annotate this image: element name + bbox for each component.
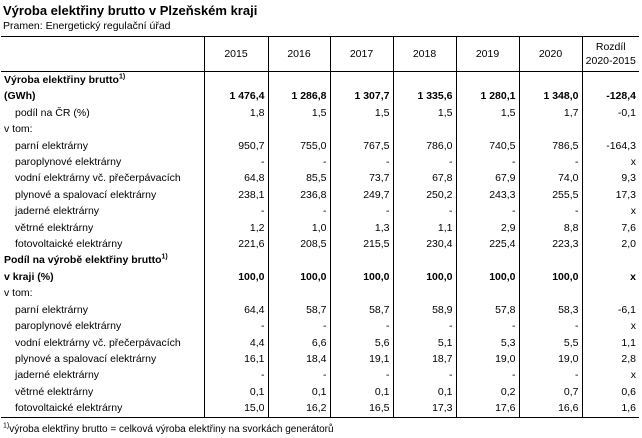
table-row bbox=[1, 203, 639, 219]
value-cell: 58,7 bbox=[330, 302, 393, 318]
value-cell bbox=[268, 121, 330, 137]
value-cell: 8,8 bbox=[519, 220, 582, 236]
difference-cell: -0,1 bbox=[582, 105, 639, 121]
row-label bbox=[1, 318, 204, 334]
difference-cell bbox=[582, 285, 639, 301]
difference-cell: x bbox=[582, 154, 639, 170]
value-cell: - bbox=[268, 154, 330, 170]
value-cell: 1,8 bbox=[204, 105, 268, 121]
value-cell: 58,7 bbox=[268, 302, 330, 318]
value-cell: - bbox=[519, 367, 582, 383]
row-label bbox=[1, 384, 204, 400]
value-cell: 230,4 bbox=[393, 236, 456, 252]
header-difference bbox=[582, 37, 639, 72]
value-cell: 16,2 bbox=[268, 400, 330, 417]
value-cell bbox=[393, 285, 456, 301]
value-cell: 1,0 bbox=[268, 220, 330, 236]
table-title: Výroba elektřiny brutto v Plzeňském kraji bbox=[3, 3, 258, 18]
row-label-text: v kraji (%) bbox=[4, 270, 54, 283]
value-cell: - bbox=[204, 318, 268, 334]
row-label-text: vodní elektrárny vč. přečerpávacích bbox=[15, 172, 181, 185]
value-cell: 100,0 bbox=[268, 269, 330, 285]
value-cell: - bbox=[456, 203, 519, 219]
difference-cell: 2,0 bbox=[582, 236, 639, 252]
value-cell: 19,0 bbox=[519, 351, 582, 367]
value-cell: 58,3 bbox=[519, 302, 582, 318]
value-cell bbox=[393, 252, 456, 268]
value-cell: 1 348,0 bbox=[519, 88, 582, 104]
value-cell: 4,4 bbox=[204, 335, 268, 351]
row-label-text: větrné elektrárny bbox=[15, 385, 94, 398]
value-cell: 17,6 bbox=[456, 400, 519, 417]
row-label bbox=[1, 285, 204, 301]
difference-cell: 1,1 bbox=[582, 335, 639, 351]
row-label-text: parní elektrárny bbox=[15, 303, 88, 316]
value-cell bbox=[330, 121, 393, 137]
value-cell bbox=[204, 285, 268, 301]
difference-cell: x bbox=[582, 269, 639, 285]
value-cell: 19,0 bbox=[456, 351, 519, 367]
value-cell: 18,7 bbox=[393, 351, 456, 367]
value-cell: - bbox=[330, 203, 393, 219]
row-label-text: podíl na ČR (%) bbox=[15, 106, 90, 119]
row-label-text: Výroba elektřiny brutto bbox=[4, 74, 119, 86]
value-cell: 100,0 bbox=[519, 269, 582, 285]
value-cell: - bbox=[268, 367, 330, 383]
value-cell: - bbox=[204, 367, 268, 383]
row-label-text: parní elektrárny bbox=[15, 139, 88, 152]
row-label bbox=[1, 335, 204, 351]
table-row bbox=[1, 252, 639, 268]
header-year: 2019 bbox=[456, 37, 519, 72]
value-cell: 19,1 bbox=[330, 351, 393, 367]
value-cell: 100,0 bbox=[393, 269, 456, 285]
row-label bbox=[1, 269, 204, 285]
value-cell: - bbox=[519, 154, 582, 170]
value-cell: 221,6 bbox=[204, 236, 268, 252]
row-label-text: fotovoltaické elektrárny bbox=[15, 238, 123, 251]
table-row bbox=[1, 121, 639, 137]
value-cell: 0,7 bbox=[519, 384, 582, 400]
row-label-text: jaderné elektrárny bbox=[15, 205, 100, 218]
value-cell bbox=[519, 252, 582, 268]
value-cell: 1,3 bbox=[330, 220, 393, 236]
value-cell: - bbox=[330, 367, 393, 383]
difference-cell: 7,6 bbox=[582, 220, 639, 236]
value-cell bbox=[519, 121, 582, 137]
table-body bbox=[1, 72, 639, 418]
value-cell bbox=[456, 252, 519, 268]
value-cell bbox=[393, 121, 456, 137]
row-label-text: plynové a spalovací elektrárny bbox=[15, 352, 157, 365]
value-cell: 208,5 bbox=[268, 236, 330, 252]
footnote-marker: 1) bbox=[3, 422, 10, 430]
value-cell: 0,1 bbox=[330, 384, 393, 400]
value-cell: 0,2 bbox=[456, 384, 519, 400]
value-cell bbox=[456, 285, 519, 301]
table-row bbox=[1, 105, 639, 121]
row-label-text: paroplynové elektrárny bbox=[15, 156, 122, 169]
difference-cell: 17,3 bbox=[582, 187, 639, 203]
value-cell: 5,6 bbox=[330, 335, 393, 351]
value-cell: 755,0 bbox=[268, 138, 330, 154]
value-cell: 1 307,7 bbox=[330, 88, 393, 104]
value-cell: 1 280,1 bbox=[456, 88, 519, 104]
value-cell: 740,5 bbox=[456, 138, 519, 154]
value-cell: 1,5 bbox=[268, 105, 330, 121]
row-label bbox=[1, 351, 204, 367]
header-year: 2015 bbox=[204, 37, 268, 72]
value-cell: 67,8 bbox=[393, 170, 456, 186]
header-year: 2018 bbox=[393, 37, 456, 72]
row-label bbox=[1, 105, 204, 121]
value-cell: 17,3 bbox=[393, 400, 456, 417]
difference-cell: 0,6 bbox=[582, 384, 639, 400]
row-label bbox=[1, 367, 204, 383]
row-label bbox=[1, 187, 204, 203]
table-row bbox=[1, 187, 639, 203]
table-row bbox=[1, 138, 639, 154]
value-cell: - bbox=[519, 318, 582, 334]
value-cell: - bbox=[393, 367, 456, 383]
value-cell: 64,4 bbox=[204, 302, 268, 318]
difference-cell: -128,4 bbox=[582, 88, 639, 104]
header-row bbox=[1, 37, 639, 72]
value-cell bbox=[456, 121, 519, 137]
value-cell: - bbox=[330, 318, 393, 334]
difference-cell: x bbox=[582, 318, 639, 334]
table-row bbox=[1, 220, 639, 236]
value-cell: - bbox=[456, 318, 519, 334]
value-cell: 243,3 bbox=[456, 187, 519, 203]
value-cell: 0,1 bbox=[268, 384, 330, 400]
row-label-text: v tom: bbox=[4, 287, 33, 300]
row-label-text: v tom: bbox=[4, 123, 33, 136]
table-row bbox=[1, 335, 639, 351]
value-cell: 67,9 bbox=[456, 170, 519, 186]
value-cell: 1 286,8 bbox=[268, 88, 330, 104]
header-year: 2017 bbox=[330, 37, 393, 72]
row-label-text: větrné elektrárny bbox=[15, 221, 94, 234]
footnote-text: výroba elektřiny brutto = celková výroba elektřiny na svorkách generátorů bbox=[9, 424, 334, 435]
value-cell bbox=[330, 285, 393, 301]
row-label-text: (GWh) bbox=[4, 90, 36, 103]
row-label-text: plynové a spalovací elektrárny bbox=[15, 188, 157, 201]
difference-cell bbox=[582, 121, 639, 137]
value-cell bbox=[268, 72, 330, 89]
row-label bbox=[1, 138, 204, 154]
value-cell: 786,5 bbox=[519, 138, 582, 154]
value-cell: 1,7 bbox=[519, 105, 582, 121]
value-cell: 236,8 bbox=[268, 187, 330, 203]
header-year: 2016 bbox=[268, 37, 330, 72]
difference-cell: x bbox=[582, 367, 639, 383]
value-cell bbox=[519, 285, 582, 301]
value-cell: - bbox=[330, 154, 393, 170]
table-row bbox=[1, 269, 639, 285]
table-row bbox=[1, 285, 639, 301]
footnote bbox=[3, 424, 334, 435]
table-row bbox=[1, 367, 639, 383]
value-cell bbox=[204, 121, 268, 137]
row-label-text: jaderné elektrárny bbox=[15, 369, 100, 382]
data-table bbox=[1, 36, 639, 418]
value-cell: - bbox=[393, 154, 456, 170]
value-cell: 767,5 bbox=[330, 138, 393, 154]
difference-cell: 2,8 bbox=[582, 351, 639, 367]
table-row bbox=[1, 384, 639, 400]
value-cell: - bbox=[456, 367, 519, 383]
value-cell bbox=[268, 252, 330, 268]
value-cell: 223,3 bbox=[519, 236, 582, 252]
row-label-text: vodní elektrárny vč. přečerpávacích bbox=[15, 336, 181, 349]
value-cell bbox=[330, 252, 393, 268]
footnote-reference: 1) bbox=[161, 253, 168, 261]
row-label bbox=[1, 220, 204, 236]
value-cell: - bbox=[268, 318, 330, 334]
value-cell: - bbox=[456, 154, 519, 170]
table-row bbox=[1, 400, 639, 417]
row-label bbox=[1, 400, 204, 417]
table-row bbox=[1, 236, 639, 252]
difference-cell: x bbox=[582, 203, 639, 219]
difference-cell: -164,3 bbox=[582, 138, 639, 154]
row-label bbox=[1, 72, 204, 89]
row-label bbox=[1, 121, 204, 137]
value-cell: 16,5 bbox=[330, 400, 393, 417]
value-cell bbox=[456, 72, 519, 89]
value-cell: 5,1 bbox=[393, 335, 456, 351]
value-cell bbox=[519, 72, 582, 89]
value-cell: 0,1 bbox=[393, 384, 456, 400]
difference-cell: -6,1 bbox=[582, 302, 639, 318]
table-row bbox=[1, 170, 639, 186]
table-row bbox=[1, 72, 639, 89]
value-cell: 1,2 bbox=[204, 220, 268, 236]
row-label-text: paroplynové elektrárny bbox=[15, 320, 122, 333]
row-label-text: Podíl na výrobě elektřiny brutto bbox=[4, 254, 162, 267]
value-cell: 1 476,4 bbox=[204, 88, 268, 104]
value-cell: 18,4 bbox=[268, 351, 330, 367]
header-label-cell bbox=[1, 37, 204, 72]
table-row bbox=[1, 302, 639, 318]
value-cell: 786,0 bbox=[393, 138, 456, 154]
table-row bbox=[1, 88, 639, 104]
value-cell: 5,3 bbox=[456, 335, 519, 351]
difference-cell: 9,3 bbox=[582, 170, 639, 186]
value-cell: 58,9 bbox=[393, 302, 456, 318]
value-cell bbox=[204, 252, 268, 268]
difference-cell bbox=[582, 72, 639, 89]
value-cell: 85,5 bbox=[268, 170, 330, 186]
value-cell: 6,6 bbox=[268, 335, 330, 351]
value-cell: 100,0 bbox=[204, 269, 268, 285]
value-cell: 16,1 bbox=[204, 351, 268, 367]
value-cell: - bbox=[204, 203, 268, 219]
row-label bbox=[1, 154, 204, 170]
row-label bbox=[1, 170, 204, 186]
value-cell: 74,0 bbox=[519, 170, 582, 186]
row-label-text: fotovoltaické elektrárny bbox=[15, 402, 123, 415]
value-cell: - bbox=[519, 203, 582, 219]
header-difference-line1: Rozdíl bbox=[595, 41, 626, 53]
table-row bbox=[1, 318, 639, 334]
footnote-reference: 1) bbox=[118, 73, 126, 81]
value-cell: 250,2 bbox=[393, 187, 456, 203]
value-cell: 15,0 bbox=[204, 400, 268, 417]
value-cell: 2,9 bbox=[456, 220, 519, 236]
value-cell: 5,5 bbox=[519, 335, 582, 351]
table-row bbox=[1, 154, 639, 170]
row-label bbox=[1, 236, 204, 252]
value-cell: 238,1 bbox=[204, 187, 268, 203]
value-cell: - bbox=[393, 203, 456, 219]
value-cell: 64,8 bbox=[204, 170, 268, 186]
row-label bbox=[1, 252, 204, 268]
table-row bbox=[1, 351, 639, 367]
difference-cell: 1,6 bbox=[582, 400, 639, 417]
value-cell: - bbox=[268, 203, 330, 219]
value-cell: 225,4 bbox=[456, 236, 519, 252]
value-cell bbox=[393, 72, 456, 89]
value-cell bbox=[204, 72, 268, 89]
header-year: 2020 bbox=[519, 37, 582, 72]
value-cell: 255,5 bbox=[519, 187, 582, 203]
row-label bbox=[1, 302, 204, 318]
row-label bbox=[1, 203, 204, 219]
value-cell: 73,7 bbox=[330, 170, 393, 186]
value-cell bbox=[268, 285, 330, 301]
value-cell: 0,1 bbox=[204, 384, 268, 400]
row-label bbox=[1, 88, 204, 104]
value-cell: - bbox=[204, 154, 268, 170]
value-cell: 100,0 bbox=[330, 269, 393, 285]
value-cell: 1,5 bbox=[393, 105, 456, 121]
value-cell: - bbox=[393, 318, 456, 334]
value-cell bbox=[330, 72, 393, 89]
value-cell: 249,7 bbox=[330, 187, 393, 203]
value-cell: 1 335,6 bbox=[393, 88, 456, 104]
source-note: Pramen: Energetický regulační úřad bbox=[3, 20, 171, 32]
header-difference-line2: 2020-2015 bbox=[585, 55, 636, 67]
value-cell: 1,1 bbox=[393, 220, 456, 236]
value-cell: 950,7 bbox=[204, 138, 268, 154]
value-cell: 1,5 bbox=[330, 105, 393, 121]
value-cell: 1,5 bbox=[456, 105, 519, 121]
value-cell: 215,5 bbox=[330, 236, 393, 252]
difference-cell bbox=[582, 252, 639, 268]
value-cell: 57,8 bbox=[456, 302, 519, 318]
value-cell: 100,0 bbox=[456, 269, 519, 285]
value-cell: 16,6 bbox=[519, 400, 582, 417]
